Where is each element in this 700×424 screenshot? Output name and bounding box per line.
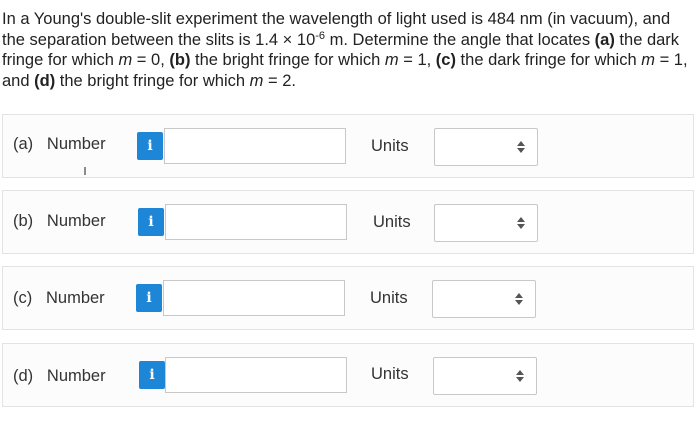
question-line-3: fringe for which m = 0, (b) the bright fringe for which m = 1, (c) the dark fringe for which m = 1, (2, 51, 688, 69)
number-input-a[interactable] (164, 128, 346, 164)
row-label-c: (c) Number (13, 289, 105, 307)
row-label-a: (a) Number (13, 135, 106, 153)
question-line-1: In a Young's double-slit experiment the wavelength of light used is 484 nm (in vacuum), and (2, 10, 671, 28)
row-label-b: (b) Number (13, 212, 106, 230)
answer-row-a (2, 114, 694, 178)
updown-arrows-icon (517, 141, 525, 153)
answer-row-c (2, 266, 694, 330)
answer-row-b (2, 190, 694, 254)
question-line-4: and (d) the bright fringe for which m = 2. (2, 71, 296, 90)
units-select-d[interactable] (433, 357, 537, 395)
cursor-mark (83, 167, 87, 175)
number-input-b[interactable] (165, 204, 347, 240)
updown-arrows-icon (515, 293, 523, 305)
row-label-d: (d) Number (13, 367, 106, 385)
updown-arrows-icon (516, 370, 524, 382)
info-icon[interactable]: i (137, 132, 163, 160)
info-icon[interactable]: i (138, 208, 164, 236)
info-icon[interactable]: i (139, 361, 165, 389)
units-select-c[interactable] (432, 280, 536, 318)
units-label-a: Units (371, 137, 409, 155)
units-label-b: Units (373, 213, 411, 231)
question-text (2, 9, 698, 91)
units-select-a[interactable] (434, 128, 538, 166)
units-label-d: Units (371, 365, 409, 383)
units-select-b[interactable] (434, 204, 538, 242)
question-line-2: the separation between the slits is $1.4 \times 10^{-6}$ m. Determine the angle that locates (a) the dark (2, 29, 680, 49)
number-input-c[interactable] (163, 280, 345, 316)
info-icon[interactable]: i (136, 284, 162, 312)
units-label-c: Units (370, 289, 408, 307)
answer-row-d (2, 343, 694, 407)
updown-arrows-icon (517, 217, 525, 229)
number-input-d[interactable] (165, 357, 347, 393)
